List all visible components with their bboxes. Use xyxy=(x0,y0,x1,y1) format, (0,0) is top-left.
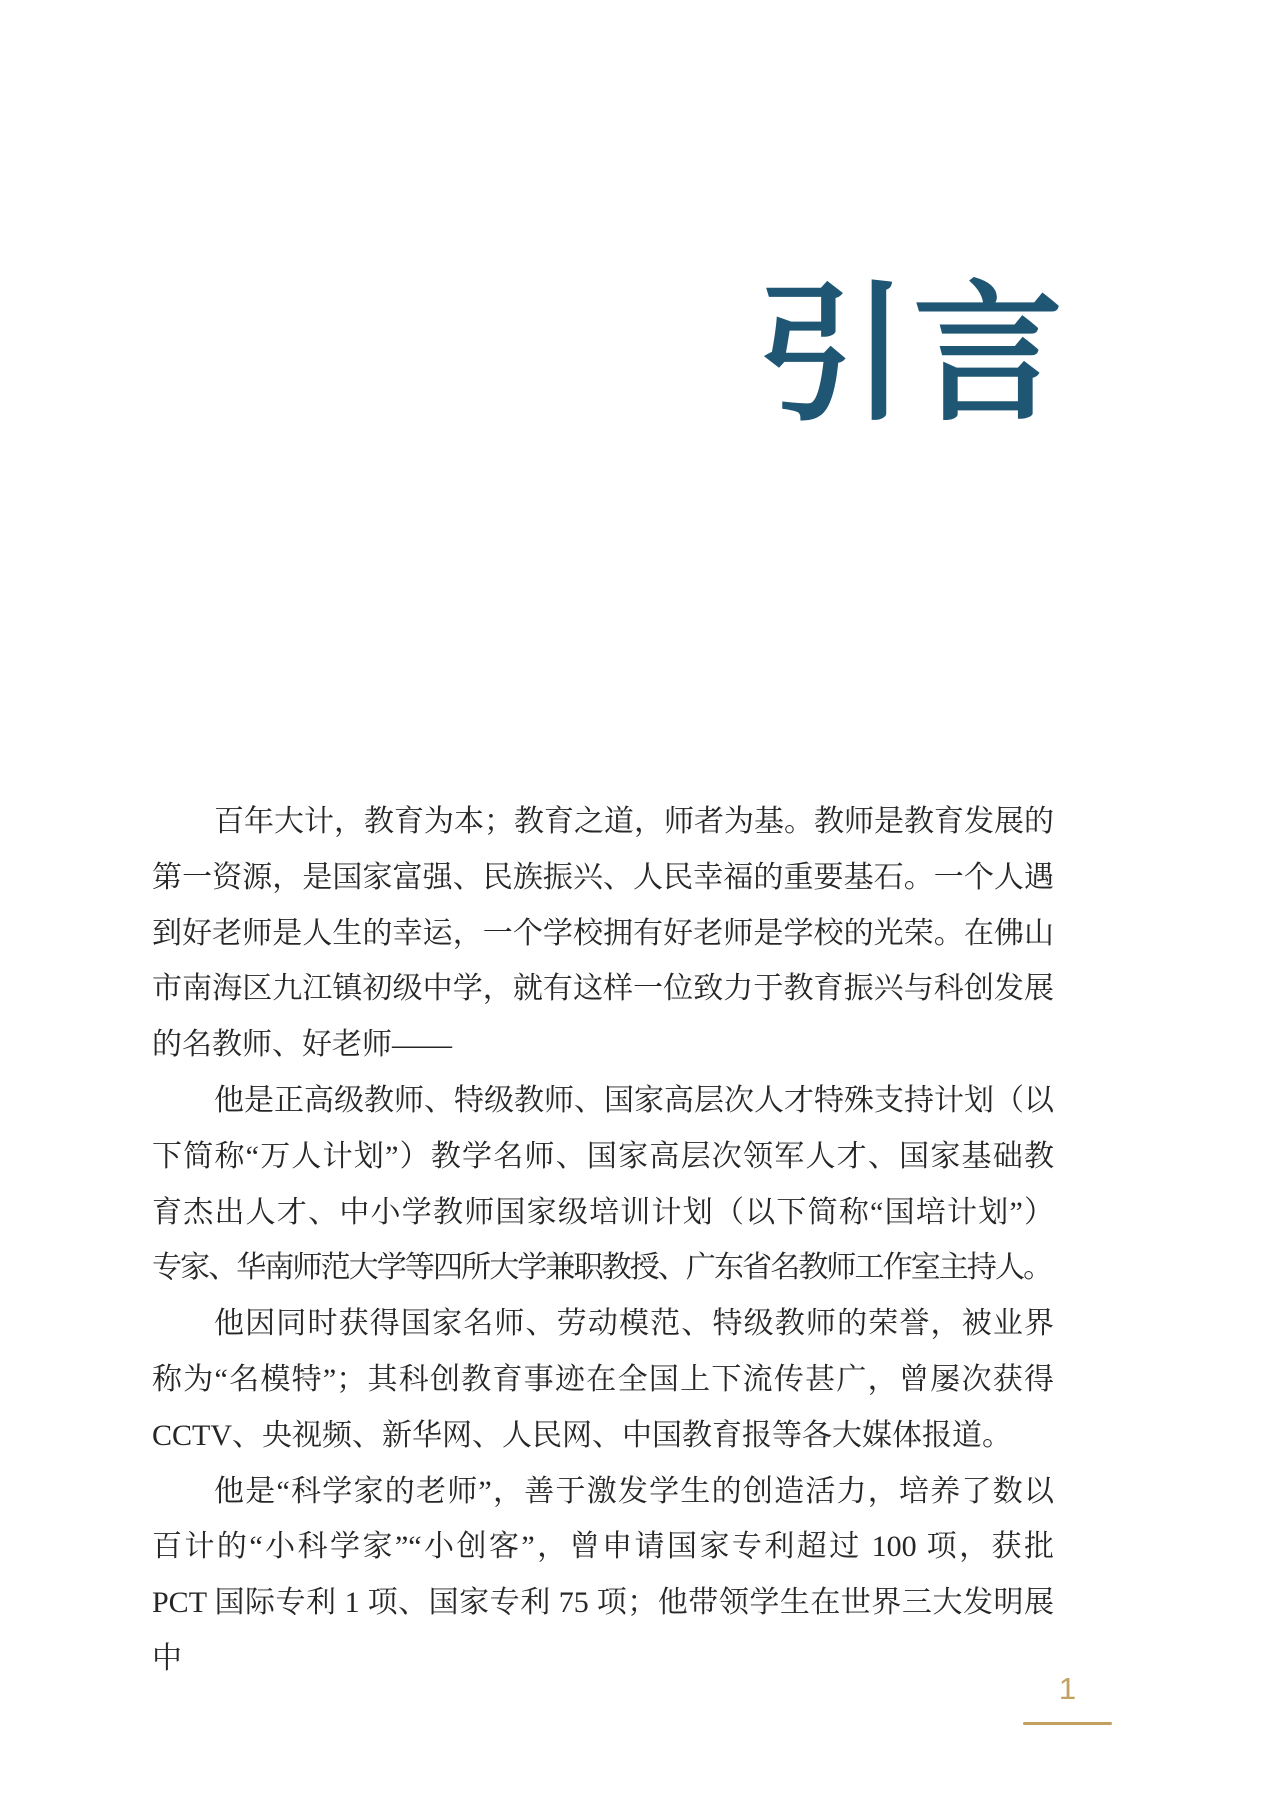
body-text xyxy=(152,794,1054,1675)
page-number-rule xyxy=(1023,1722,1112,1725)
text-line: 市南海区九江镇初级中学，就有这样一位致力于教育振兴与科创发展 xyxy=(152,972,1054,1006)
text-line: 下简称“万人计划”）教学名师、国家高层次领军人才、国家基础教 xyxy=(152,1139,1054,1173)
page-number: 1 xyxy=(1058,1671,1077,1706)
text-line: 到好老师是人生的幸运，一个学校拥有好老师是学校的光荣。在佛山 xyxy=(152,916,1054,950)
text-line: 称为“名模特”；其科创教育事迹在全国上下流传甚广，曾屡次获得 xyxy=(152,1362,1054,1396)
text-line: 育杰出人才、中小学教师国家级培训计划（以下简称“国培计划”） xyxy=(152,1195,1054,1229)
text-line: 百计的“小科学家”“小创客”，曾申请国家专利超过 100 项，获批 xyxy=(152,1530,1054,1564)
text-line: 他是正高级教师、特级教师、国家高层次人才特殊支持计划（以 xyxy=(214,1083,1054,1117)
text-line: 他是“科学家的老师”，善于激发学生的创造活力，培养了数以 xyxy=(214,1474,1054,1508)
text-line: 他因同时获得国家名师、劳动模范、特级教师的荣誉，被业界 xyxy=(214,1307,1054,1341)
text-line: 的名教师、好老师—— xyxy=(152,1028,452,1062)
chapter-title: 引言 xyxy=(757,273,1070,439)
text-line: 专家、华南师范大学等四所大学兼职教授、广东省名教师工作室主持人。 xyxy=(152,1251,1052,1285)
text-line: 第一资源，是国家富强、民族振兴、人民幸福的重要基石。一个人遇 xyxy=(152,860,1054,894)
text-line: PCT 国际专利 1 项、国家专利 75 项；他带领学生在世界三大发明展中 xyxy=(152,1586,1054,1675)
text-line: CCTV、央视频、新华网、人民网、中国教育报等各大媒体报道。 xyxy=(152,1418,1013,1452)
text-line: 百年大计，教育为本；教育之道，师者为基。教师是教育发展的 xyxy=(214,805,1054,838)
